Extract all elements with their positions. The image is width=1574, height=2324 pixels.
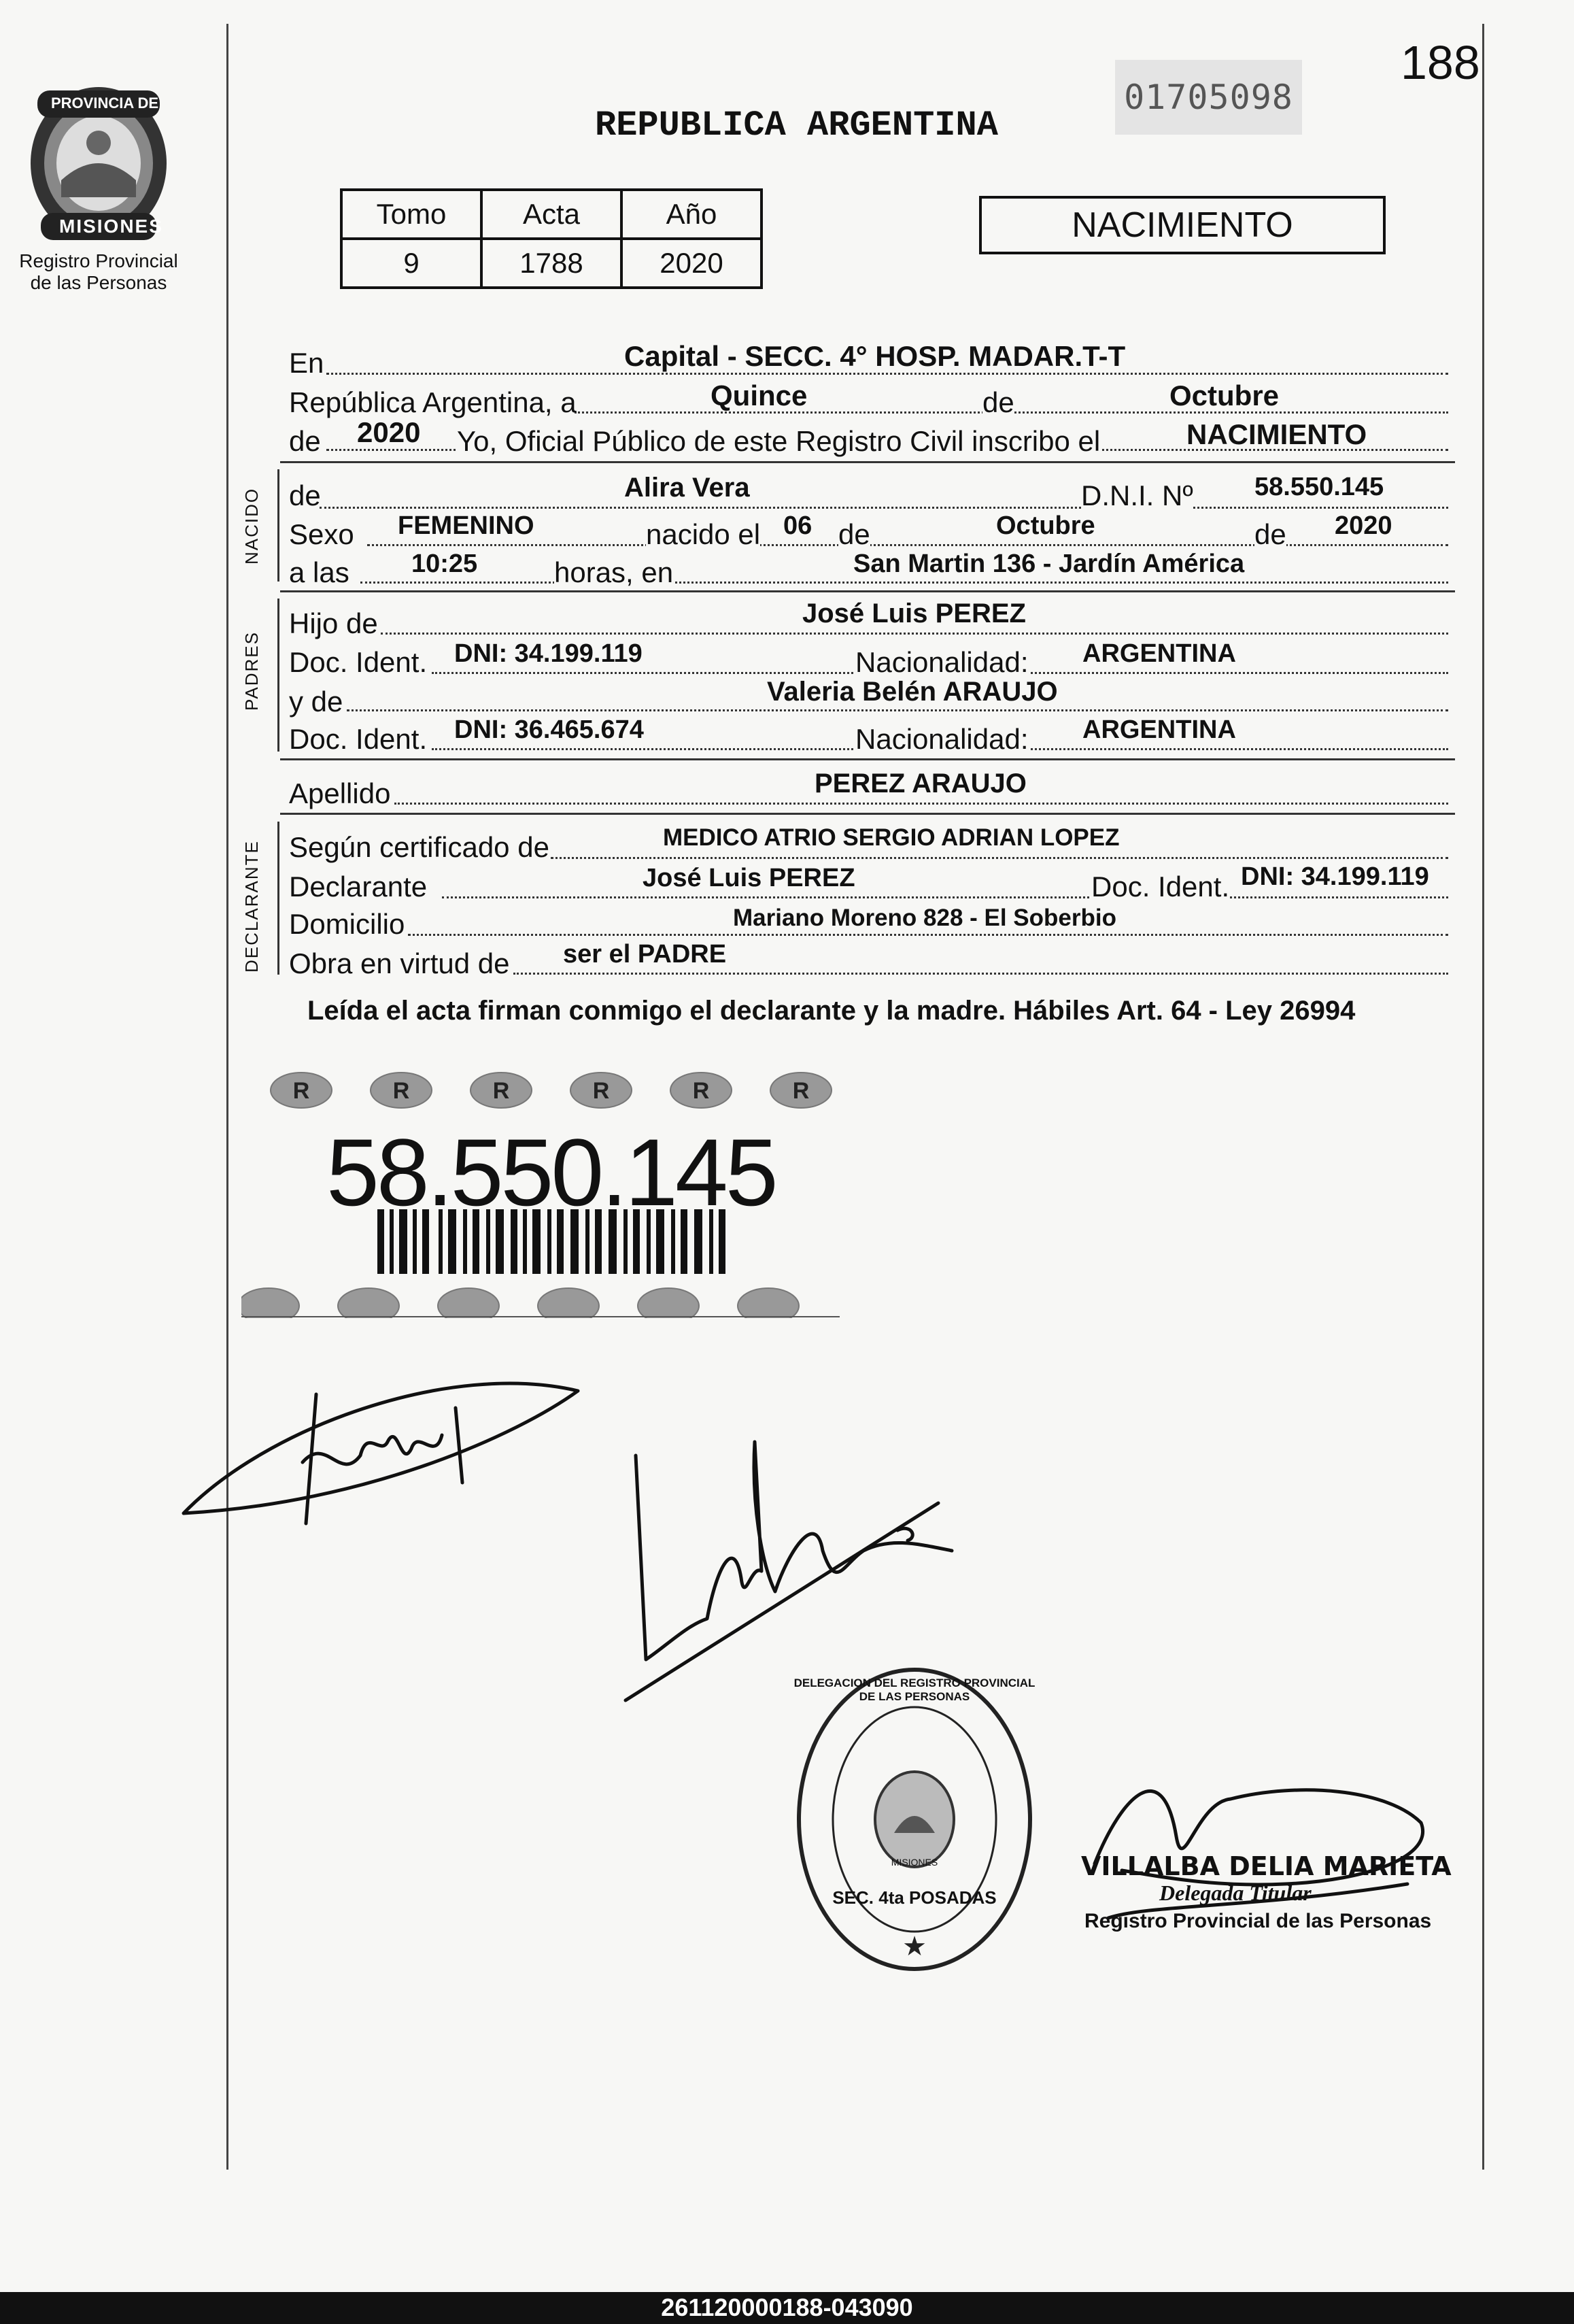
official-stamp [792,1663,1037,1976]
mother-nationality: ARGENTINA [1082,715,1236,744]
nacido-de-label: de [289,479,321,511]
official-title: Delegada Titular [1159,1881,1312,1905]
republica-label: República Argentina, a [289,386,577,418]
left-margin-line [226,24,228,2170]
address-value: Mariano Moreno 828 - El Soberbio [733,905,1116,931]
mother-name: Valeria Belén ARAUJO [767,677,1058,707]
tomo-value: 9 [341,239,481,288]
logo-bottom-text: MISIONES [59,216,163,237]
father-nationality: ARGENTINA [1082,639,1236,668]
sexo-label: Sexo [289,518,354,550]
de-month-label: de [838,518,870,550]
birth-place: San Martin 136 - Jardín América [853,550,1245,578]
closing-note: Leída el acta firman conmigo el declarante y la madre. Hábiles Art. 64 - Ley 26994 [307,996,1356,1026]
country-title: REPUBLICA ARGENTINA [595,105,998,146]
statement-text: Yo, Oficial Público de este Registro Civil inscribo el [457,425,1101,457]
domicilio-label: Domicilio [289,908,405,940]
id-sticker [241,1066,840,1318]
year-value: 2020 [357,416,421,448]
day-value: Quince [711,380,808,411]
dni-label: D.N.I. Nº [1081,479,1193,511]
obra-label: Obra en virtud de [289,947,510,979]
en-label: En [289,347,324,379]
reference-table [340,188,763,289]
page-number: 188 [1401,36,1480,89]
signature-official [1081,1762,1435,1932]
svg-text:R: R [292,1078,310,1104]
declarante-doc-label: Doc. Ident. [1091,871,1230,903]
declarante-name: José Luis PEREZ [643,864,855,892]
serial-number: 01705098 [1115,60,1302,135]
place-value: Capital - SECC. 4° HOSP. MADAR.T-T [624,340,1126,372]
certificate-value: MEDICO ATRIO SERGIO ADRIAN LOPEZ [663,824,1120,851]
signature-declarante [163,1353,598,1530]
acta-header: Acta [481,190,621,239]
birth-time: 10:25 [411,550,478,578]
declarante-section-label: DECLARANTE [241,840,262,973]
footer-code: 261120000188-043090 [661,2293,913,2321]
padres-section-label: PADRES [241,631,262,711]
nacido-section-label: NACIDO [241,487,262,565]
declarante-label: Declarante [289,871,428,903]
svg-text:R: R [492,1078,510,1104]
child-name: Alira Vera [624,473,750,503]
capacity-value: ser el PADRE [563,940,727,969]
segun-label: Según certificado de [289,831,549,863]
official-name: VILLALBA DELIA MARIETA [1081,1851,1452,1881]
stamp-seal-text: MISIONES [891,1857,938,1868]
right-margin-line [1482,24,1484,2170]
anio-header: Año [621,190,762,239]
tomo-header: Tomo [341,190,481,239]
mother-nationality-label: Nacionalidad: [855,723,1029,755]
de2-label: de [289,425,321,457]
sexo-value: FEMENINO [398,511,534,540]
y-de-label: y de [289,686,343,718]
logo-top-text: PROVINCIA DE [51,95,159,112]
child-dni: 58.550.145 [1254,473,1384,501]
mother-doc-label: Doc. Ident. [289,723,428,755]
hijo-de-label: Hijo de [289,607,378,639]
registry-name: Registro Provincial de las Personas [19,250,178,293]
acta-value: 1788 [481,239,621,288]
sticker-number: 58.550.145 [326,1119,776,1226]
record-type-box: NACIMIENTO [979,196,1386,254]
svg-text:R: R [392,1078,410,1104]
stamp-center-text: SEC. 4ta POSADAS [832,1887,997,1908]
horas-label: horas, en [554,556,674,588]
father-name: José Luis PEREZ [802,599,1026,628]
apellido-label: Apellido [289,777,391,809]
stamp-ring-text: DELEGACION DEL REGISTRO PROVINCIAL DE LAS PERSONAS [793,1677,1036,1703]
mother-doc: DNI: 36.465.674 [454,715,644,744]
nacido-el-label: nacido el [646,518,761,550]
birth-month: Octubre [996,511,1095,540]
svg-text:★: ★ [902,1932,927,1961]
misiones-logo [24,78,173,248]
svg-text:R: R [592,1078,610,1104]
de-label: de [982,386,1014,418]
apellido-value: PEREZ ARAUJO [815,769,1027,798]
month-value: Octubre [1169,380,1280,411]
inscription-value: NACIMIENTO [1186,418,1367,450]
svg-text:R: R [792,1078,810,1104]
birth-year: 2020 [1335,511,1392,540]
father-doc-label: Doc. Ident. [289,646,428,678]
anio-value: 2020 [621,239,762,288]
svg-text:R: R [692,1078,710,1104]
official-office: Registro Provincial de las Personas [1084,1910,1432,1932]
father-nationality-label: Nacionalidad: [855,646,1029,678]
a-las-label: a las [289,556,349,588]
de-year-label: de [1254,518,1286,550]
declarante-doc: DNI: 34.199.119 [1241,862,1429,891]
birth-day: 06 [783,511,812,540]
father-doc: DNI: 34.199.119 [454,639,643,668]
